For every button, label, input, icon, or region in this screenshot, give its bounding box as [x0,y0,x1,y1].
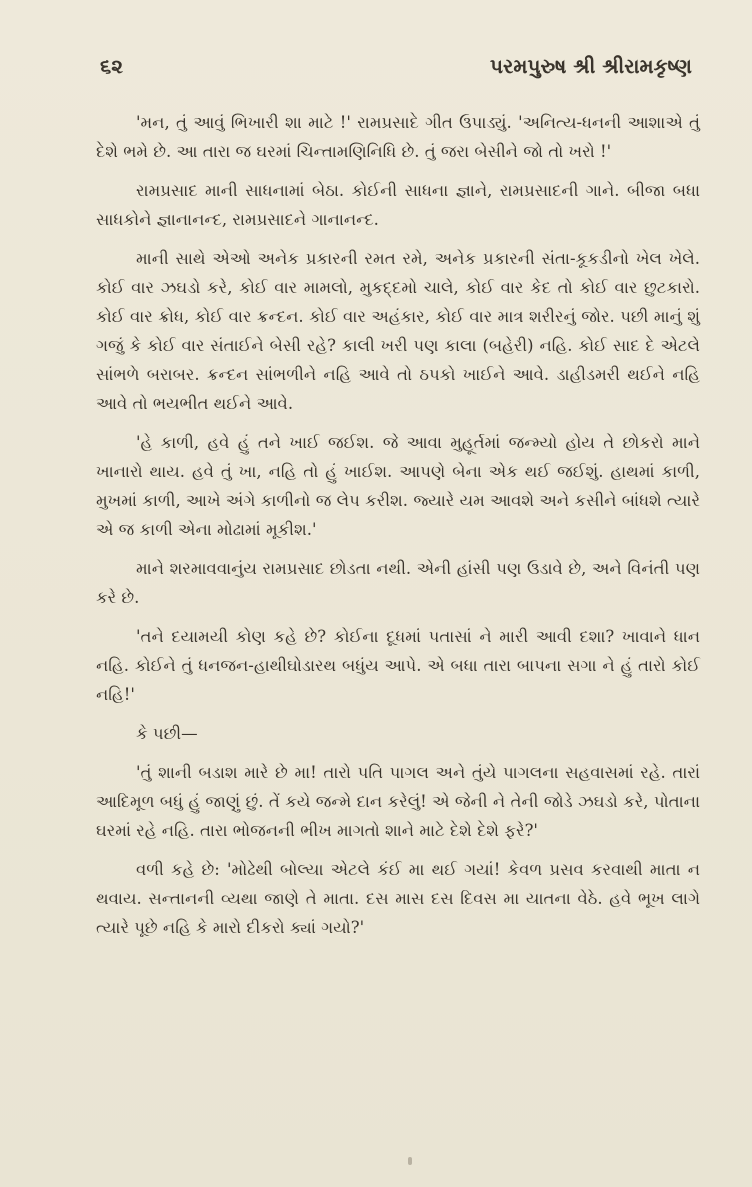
paragraph: કે પછી— [136,724,198,743]
running-head: પરમપુરુષ શ્રી શ્રીરામકૃષ્ણ [490,54,692,78]
page-number: ૬૨ [100,54,123,78]
paragraph: 'મન, તું આવું ભિખારી શા માટે !' રામપ્રસાદે ગીત ઉપાડ્યું. 'અનિત્ય-ધનની આશાએ તું દેશે ભમે છે. આ તારા જ ઘરમાં ચિન્તામણિનિધિ છે. તું જરા બેસીને જો તો ખરો !' [96,113,700,161]
paragraph: માની સાથે એઓ અનેક પ્રકારની રમત રમે, અનેક પ્રકારની સંતા-કૂકડીનો ખેલ ખેલે. કોઈ વાર ઝઘડો કરે, કોઈ વાર મામલો, મુકદ્દમો ચાલે, કોઈ વાર કેદ તો કોઈ વાર છુટકારો. કોઈ વાર ક્રોધ, કોઈ વાર ક્રન્દન. કોઈ વાર અહંકાર, કોઈ વાર માત્ર શરીરનું જોર. પછી માનું શું ગજું કે કોઈ વાર સંતાઈને બેસી રહે? કાલી ખરી પણ કાલા (બહેરી) નહિ. કોઈ સાદ દે એટલે સાંભળે બરાબર. ક્રન્દન સાંભળીને નહિ આવે તો ઠપકો ખાઈને આવે. ડાહીડમરી થઈને નહિ આવે તો ભયભીત થઈને આવે. [96,249,700,413]
paragraph: 'તને દયામયી કોણ કહે છે? કોઈના દૂધમાં પતાસાં ને મારી આવી દશા? ખાવાને ધાન નહિ. કોઈને તું ધનજન-હાથીઘોડારથ બધુંય આપે. એ બધા તારા બાપના સગા ને હું તારો કોઈ નહિ!' [96,627,700,704]
page-speck [408,1157,412,1165]
paragraph: 'હે કાળી, હવે હું તને ખાઈ જઈશ. જે આવા મુહૂર્તમાં જન્મ્યો હોય તે છોકરો માને ખાનારો થાય. હવે તું ખા, નહિ તો હું ખાઈશ. આપણે બેના એક થઈ જઈશું. હાથમાં કાળી, મુખમાં કાળી, આખે અંગે કાળીનો જ લેપ કરીશ. જ્યારે યમ આવશે અને કસીને બાંધશે ત્યારે એ જ કાળી એના મોઢામાં મૂકીશ.' [96,433,700,539]
paragraph: રામપ્રસાદ માની સાધનામાં બેઠા. કોઈની સાધના જ્ઞાને, રામપ્રસાદની ગાને. બીજા બધા સાધકોને જ્ઞાનાનન્દ, રામપ્રસાદને ગાનાનન્દ. [96,181,700,229]
page-body [96,108,700,952]
paragraph: વળી કહે છે: 'મોઢેથી બોલ્યા એટલે કંઈ મા થઈ ગયાં! કેવળ પ્રસવ કરવાથી માતા ન થવાય. સન્તાનની વ્યથા જાણે તે માતા. દસ માસ દસ દિવસ મા યાતના વેઠે. હવે ભૂખ લાગે ત્યારે પૂછે નહિ કે મારો દીકરો ક્યાં ગયો?' [96,860,700,937]
paragraph: માને શરમાવવાનુંય રામપ્રસાદ છોડતા નથી. એની હાંસી પણ ઉડાવે છે, અને વિનંતી પણ કરે છે. [96,559,700,607]
page-header [100,52,692,86]
paragraph: 'તું શાની બડાશ મારે છે મા! તારો પતિ પાગલ અને તુંયે પાગલના સહવાસમાં રહે. તારાં આદિમૂળ બધું હું જાણું છું. તેં કયે જન્મે દાન કરેલું! એ જેની ને તેની જોડે ઝઘડો કરે, પોતાના ઘરમાં રહે નહિ. તારા ભોજનની ભીખ માગતો શાને માટે દેશે દેશે ફરે?' [96,763,700,840]
